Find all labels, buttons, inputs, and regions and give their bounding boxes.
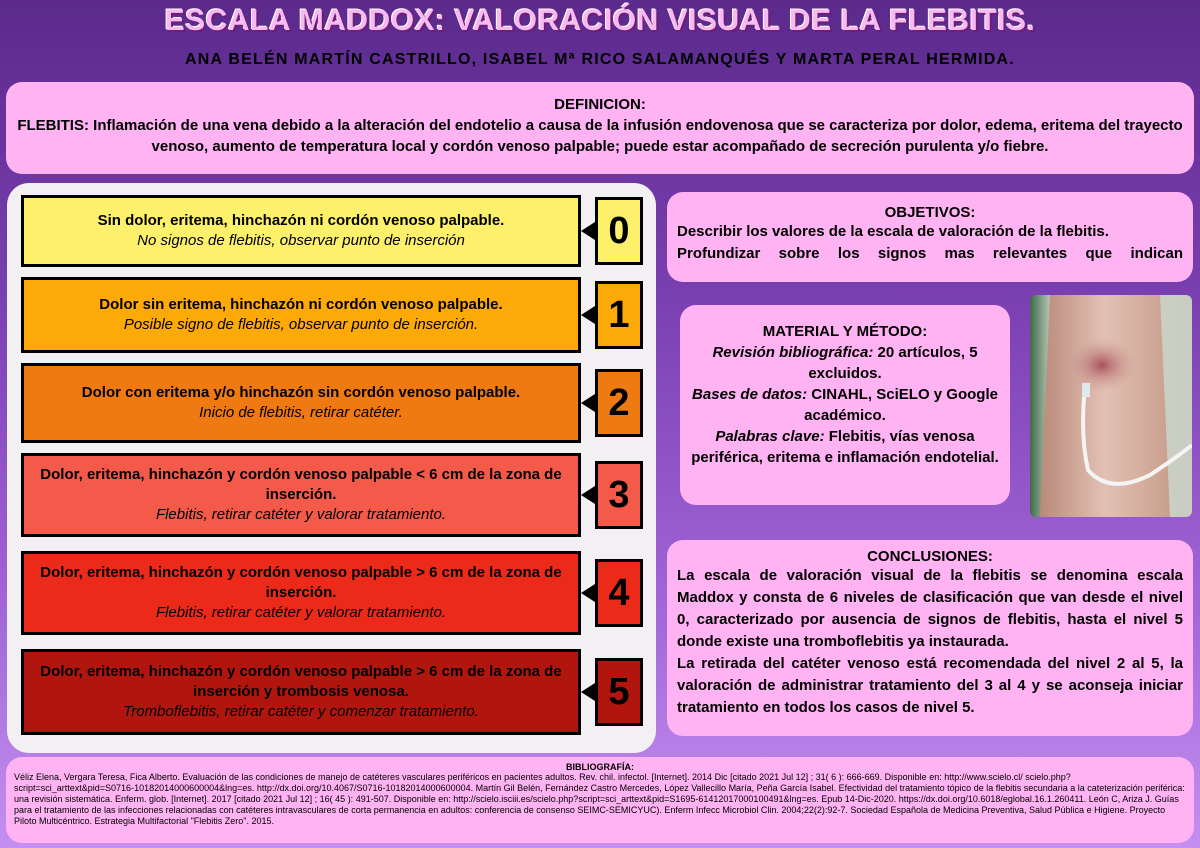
objectives-line-2: Profundizar sobre los signos mas relevantes que indican: [677, 245, 1183, 262]
level-3-action: Flebitis, retirar catéter y valorar tratamiento.: [155, 506, 447, 523]
material-keywords-text: Flebitis, vías venosa periférica, eritema e inflamación endotelial.: [691, 428, 999, 466]
material-revision: [690, 342, 1000, 384]
definition-text: [16, 115, 1184, 157]
level-4-description: Dolor, eritema, hinchazón y cordón venoso palpable > 6 cm de la zona de inserción.: [40, 564, 562, 601]
level-3-arrow: [581, 486, 595, 504]
level-4-arrow: [581, 584, 595, 602]
level-0-action: No signos de flebitis, observar punto de inserción: [137, 232, 465, 249]
level-1-action: Posible signo de flebitis, observar punto de inserción.: [123, 316, 479, 333]
conclusions-box: [667, 540, 1193, 736]
material-bases: [690, 384, 1000, 426]
definition-box: [6, 82, 1194, 174]
level-4-number: 4: [595, 559, 643, 627]
scale-level-5: [21, 649, 581, 735]
level-3-description: Dolor, eritema, hinchazón y cordón venoso palpable < 6 cm de la zona de inserción.: [40, 466, 562, 503]
level-3-number: 3: [595, 461, 643, 529]
material-revision-label: Revisión bibliográfica:: [712, 344, 874, 361]
maddox-scale-panel: [7, 183, 656, 753]
scale-level-2: [21, 363, 581, 443]
level-5-number: 5: [595, 658, 643, 726]
material-keywords-label: Palabras clave:: [715, 428, 825, 445]
scale-level-4: [21, 551, 581, 635]
arm-illustration: [1030, 295, 1192, 517]
definition-body: Inflamación de una vena debido a la alteración del endotelio a causa de la infusión endovenosa que se caracteriza por dolor, edema, eritema del trayecto venoso, aumento de temperatura local y cordón venoso palpable; puede estar acompañado de secreción purulenta y/o fiebre.: [88, 117, 1183, 155]
phlebitis-arm-photo: [1030, 295, 1192, 517]
bibliography-box: [6, 757, 1194, 843]
level-1-description: Dolor sin eritema, hinchazón ni cordón venoso palpable.: [99, 296, 503, 313]
material-keywords: [690, 426, 1000, 468]
bibliography-heading: BIBLIOGRAFÍA:: [566, 762, 634, 772]
level-5-arrow: [581, 683, 595, 701]
objectives-line-1: Describir los valores de la escala de valoración de la flebitis.: [677, 223, 1109, 240]
conclusions-heading: CONCLUSIONES:: [867, 548, 993, 565]
material-revision-text: 20 artículos, 5 excluidos.: [808, 344, 978, 382]
objectives-box: [667, 192, 1193, 282]
level-1-arrow: [581, 306, 595, 324]
definition-term: FLEBITIS:: [17, 117, 89, 134]
poster-title: ESCALA MADDOX: VALORACIÓN VISUAL DE LA FLEBITIS.: [164, 4, 1036, 37]
level-0-description: Sin dolor, eritema, hinchazón ni cordón venoso palpable.: [97, 212, 505, 229]
objectives-heading: OBJETIVOS:: [884, 204, 976, 221]
material-heading: MATERIAL Y MÉTODO:: [762, 323, 928, 340]
conclusions-paragraph-1: La escala de valoración visual de la flebitis se denomina escala Maddox y consta de 6 niveles de clasificación que van desde el nivel 0, caracterizado por ausencia de signos de flebitis, hasta el nivel 5 donde existe una tromboflebitis ya instaurada.: [677, 567, 1183, 650]
conclusions-paragraph-2: La retirada del catéter venoso está recomendada del nivel 2 al 5, la valoración de administrar tratamiento del 3 al 4 y se aconseja iniciar tratamiento en todos los casos de nivel 5.: [677, 655, 1183, 716]
scale-level-1: [21, 277, 581, 353]
level-2-action: Inicio de flebitis, retirar catéter.: [199, 404, 403, 421]
level-0-arrow: [581, 222, 595, 240]
level-2-arrow: [581, 394, 595, 412]
bibliography-text: Véliz Elena, Vergara Teresa, Fica Alberto. Evaluación de las condiciones de manejo de catéteres vasculares periféricos en pacientes adultos. Rev. chil. infectol. [Internet]. 2014 Dic [citado 2021 Jul 12] ; 31( 6 ): 666-669. Disponible en: http://www.scielo.cl/ scielo.php?script=sci_arttext&pid=S0716-10182014000600004&lng=es. http://dx.doi.org/10.4067/S0716-10182014000600004. Martín Gil Belén, Fernández Castro Mercedes, López Vallecillo María, Peña García Isabel. Efectividad del tratamiento tópico de la flebitis secundaria a la cateterización periférica: una revisión sistemática. Enferm. glob. [Internet]. 2017 [citado 2021 Jul 12] ; 16( 45 ): 491-507. Disponible en: http://scielo.isciii.es/scielo.php?script=sci_arttext&pid=S1695-61412017000100491&lng=es. Epub 14-Dic-2020. https://dx.doi.org/10.6018/eglobal.16.1.260411. León C, Ariza J. Guías para el tratamiento de las infecciones relacionadas con catéteres intravasculares de corta permanencia en adultos: conferencia de consenso SEIMC-SEMICYUC). Enferm Infecc Microbiol Clin. 2004;22(2):92-7. Sociedad Española de Medicina Preventiva, Salud Pública e Higiene. Proyecto Piloto Multicéntrico. Estrategia Multifactorial "Flebitis Zero". 2015.: [14, 772, 1185, 826]
level-5-description: Dolor, eritema, hinchazón y cordón venoso palpable > 6 cm de la zona de inserción y trombosis venosa.: [40, 663, 562, 700]
material-method-box: [680, 305, 1010, 505]
scale-level-3: [21, 453, 581, 537]
level-1-number: 1: [595, 281, 643, 349]
material-bases-text: CINAHL, SciELO y Google académico.: [804, 386, 998, 424]
level-2-description: Dolor con eritema y/o hinchazón sin cordón venoso palpable.: [81, 384, 521, 401]
scale-level-0: [21, 195, 581, 267]
level-0-number: 0: [595, 197, 643, 265]
material-bases-label: Bases de datos:: [692, 386, 808, 403]
level-2-number: 2: [595, 369, 643, 437]
poster-authors: ANA BELÉN MARTÍN CASTRILLO, ISABEL Mª RICO SALAMANQUÉS Y MARTA PERAL HERMIDA.: [185, 51, 1015, 68]
level-4-action: Flebitis, retirar catéter y valorar tratamiento.: [155, 604, 447, 621]
definition-heading: DEFINICION:: [554, 96, 646, 113]
level-5-action: Tromboflebitis, retirar catéter y comenzar tratamiento.: [123, 703, 479, 720]
